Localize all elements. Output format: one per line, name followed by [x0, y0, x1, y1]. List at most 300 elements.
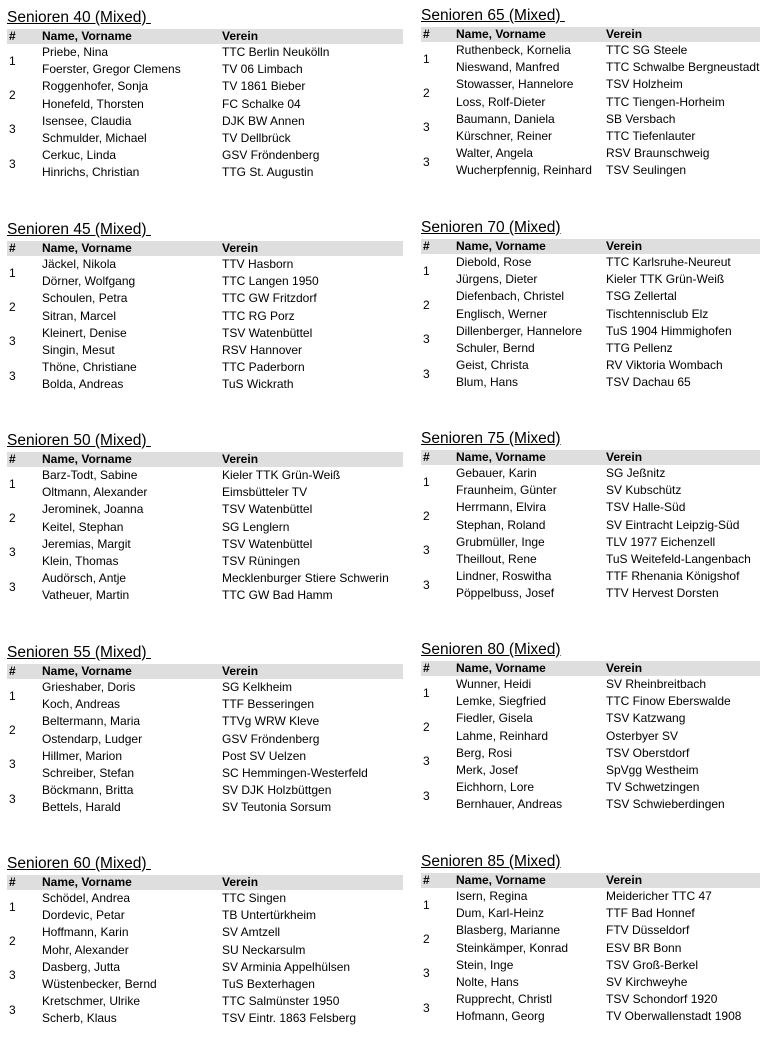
player-club: RV Viktoria Wombach [606, 358, 723, 373]
player-name: Walter, Angela [456, 146, 533, 161]
category-title: Senioren 80 (Mixed) [421, 641, 561, 658]
player-name: Theillout, Rene [456, 552, 537, 567]
player-name: Bettels, Harald [42, 800, 121, 815]
category-title: Senioren 65 (Mixed) [421, 7, 565, 24]
player-club: TSV Holzheim [606, 77, 683, 92]
category-block [421, 853, 760, 1026]
rank-cell: 1 [423, 685, 430, 700]
rank-cell: 1 [423, 474, 430, 489]
player-name: Böckmann, Britta [42, 783, 134, 798]
player-name: Hofmann, Georg [456, 1009, 545, 1024]
header-club: Verein [222, 29, 259, 43]
header-club: Verein [222, 241, 259, 255]
player-club: TSV Schwieberdingen [606, 797, 725, 812]
player-club: Eimsbütteler TV [222, 485, 308, 500]
player-club: ESV BR Bonn [606, 940, 682, 955]
table-row [7, 731, 403, 748]
category-title: Senioren 55 (Mixed) [7, 644, 151, 661]
rank-cell: 1 [423, 263, 430, 278]
player-name: Oltmann, Alexander [42, 485, 148, 500]
rank-cell: 3 [9, 122, 16, 137]
rank-cell: 3 [423, 966, 430, 981]
table-header-row [421, 450, 760, 465]
player-club: TTG Pellenz [606, 341, 673, 356]
table-row [421, 534, 760, 551]
table-row [421, 905, 760, 922]
table-row [421, 762, 760, 779]
player-club: TTVg WRW Kleve [222, 714, 320, 729]
player-club: TV Dellbrück [222, 131, 291, 146]
player-club: TTV Hasborn [222, 257, 294, 272]
rank-cell: 3 [9, 968, 16, 983]
header-club: Verein [606, 27, 643, 41]
rank-cell: 1 [9, 265, 16, 280]
player-club: TuS Weitefeld-Langenbach [606, 552, 751, 567]
player-club: TSV Groß-Berkel [606, 957, 699, 972]
player-name: Fraunheim, Günter [456, 483, 557, 498]
player-name: Merk, Josef [456, 763, 519, 778]
table-row [7, 924, 403, 941]
header-name: Name, Vorname [42, 241, 132, 255]
player-club: TTC Tiengen-Horheim [606, 94, 725, 109]
player-club: TSV Oberstdorf [606, 745, 690, 760]
player-club: TSV Watenbüttel [222, 325, 313, 340]
results-table [421, 239, 760, 392]
player-name: Diefenbach, Christel [456, 289, 565, 304]
player-club: TLV 1977 Eichenzell [606, 534, 716, 549]
player-club: TSG Zellertal [606, 289, 677, 304]
rank-cell: 3 [423, 577, 430, 592]
player-name: Roggenhofer, Sonja [42, 79, 149, 94]
rank-cell: 3 [423, 1000, 430, 1015]
player-name: Geist, Christa [456, 358, 529, 373]
player-club: Mecklenburger Stiere Schwerin [222, 571, 389, 586]
results-table [7, 875, 403, 1028]
table-row [7, 78, 403, 95]
table-row [7, 1010, 403, 1027]
rank-cell: 2 [9, 88, 16, 103]
category-title: Senioren 70 (Mixed) [421, 219, 561, 236]
category-title: Senioren 45 (Mixed) [7, 221, 151, 238]
table-row [421, 42, 760, 59]
player-club: Kieler TTK Grün-Weiß [222, 468, 341, 483]
player-club: TTC Langen 1950 [222, 274, 319, 289]
table-row [7, 290, 403, 307]
player-club: RSV Hannover [222, 343, 303, 358]
player-name: Jürgens, Dieter [456, 272, 538, 287]
player-name: Grieshaber, Doris [42, 680, 136, 695]
player-name: Keitel, Stephan [42, 519, 124, 534]
player-name: Scherb, Klaus [42, 1011, 117, 1026]
table-row [421, 465, 760, 482]
header-club: Verein [606, 661, 643, 675]
table-row [7, 942, 403, 959]
player-name: Blasberg, Marianne [456, 923, 561, 938]
player-club: SV Kirchweyhe [606, 975, 688, 990]
rank-cell: 3 [423, 154, 430, 169]
player-club: TV Oberwallenstadt 1908 [606, 1009, 742, 1024]
table-row [7, 325, 403, 342]
player-club: SV Arminia Appelhülsen [222, 959, 351, 974]
rank-cell: 3 [9, 757, 16, 772]
header-rank: # [423, 27, 430, 41]
player-name: Dasberg, Jutta [42, 959, 121, 974]
header-club: Verein [222, 452, 259, 466]
player-name: Kleinert, Denise [42, 325, 127, 340]
results-table [7, 452, 403, 605]
player-name: Ruthenbeck, Kornelia [456, 43, 571, 58]
rank-cell: 2 [423, 720, 430, 735]
header-club: Verein [606, 873, 643, 887]
player-club: TTG St. Augustin [222, 165, 314, 180]
player-name: Nieswand, Manfred [456, 60, 560, 75]
table-row [421, 991, 760, 1008]
table-row [421, 288, 760, 305]
player-club: TSV Eintr. 1863 Felsberg [222, 1011, 357, 1026]
table-row [7, 765, 403, 782]
rank-cell: 3 [423, 332, 430, 347]
player-club: SG Lenglern [222, 519, 290, 534]
player-name: Nolte, Hans [456, 975, 519, 990]
player-club: SV Kubschütz [606, 483, 682, 498]
table-row [7, 256, 403, 273]
rank-cell: 3 [9, 791, 16, 806]
player-name: Gebauer, Karin [456, 466, 537, 481]
header-rank: # [9, 875, 16, 889]
player-name: Pöppelbuss, Josef [456, 586, 555, 601]
header-club: Verein [222, 664, 259, 678]
rank-cell: 3 [423, 543, 430, 558]
table-row [421, 728, 760, 745]
player-name: Mohr, Alexander [42, 942, 129, 957]
player-name: Hinrichs, Christian [42, 165, 140, 180]
table-row [421, 551, 760, 568]
player-club: TTF Rhenania Königshof [606, 569, 740, 584]
table-header-row [421, 239, 760, 254]
header-name: Name, Vorname [42, 29, 132, 43]
table-row [7, 959, 403, 976]
rank-cell: 1 [9, 53, 16, 68]
table-row [7, 782, 403, 799]
rank-cell: 3 [9, 545, 16, 560]
player-club: TTF Besseringen [222, 697, 315, 712]
rank-cell: 2 [423, 509, 430, 524]
player-club: GSV Fröndenberg [222, 731, 320, 746]
table-row [7, 570, 403, 587]
header-name: Name, Vorname [42, 452, 132, 466]
rank-cell: 3 [9, 368, 16, 383]
player-club: TuS Wickrath [222, 377, 294, 392]
results-table [421, 27, 760, 180]
player-name: Stein, Inge [456, 957, 514, 972]
table-row [7, 890, 403, 907]
results-table [421, 450, 760, 603]
player-club: Post SV Uelzen [222, 748, 307, 763]
table-row [421, 779, 760, 796]
rank-cell: 2 [423, 86, 430, 101]
player-name: Dordevic, Petar [42, 908, 125, 923]
table-row [7, 96, 403, 113]
player-club: TSV Dachau 65 [606, 375, 691, 390]
header-name: Name, Vorname [456, 27, 546, 41]
player-name: Hoffmann, Karin [42, 925, 129, 940]
player-name: Honefeld, Thorsten [42, 96, 144, 111]
table-row [7, 61, 403, 78]
player-club: SU Neckarsulm [222, 942, 306, 957]
table-row [7, 501, 403, 518]
table-row [421, 482, 760, 499]
rank-cell: 3 [9, 156, 16, 171]
player-club: TV 06 Limbach [222, 62, 303, 77]
player-name: Schuler, Bernd [456, 341, 535, 356]
table-header-row [7, 241, 403, 256]
results-table [421, 873, 760, 1026]
table-row [7, 536, 403, 553]
player-name: Priebe, Nina [42, 45, 109, 60]
table-header-row [421, 661, 760, 676]
table-header-row [7, 452, 403, 467]
header-rank: # [9, 452, 16, 466]
player-name: Sitran, Marcel [42, 308, 117, 323]
player-name: Englisch, Werner [456, 306, 548, 321]
rank-cell: 1 [9, 476, 16, 491]
player-club: TV 1861 Bieber [222, 79, 306, 94]
category-block [421, 7, 760, 180]
table-row [7, 553, 403, 570]
player-name: Baumann, Daniela [456, 111, 555, 126]
player-club: SV DJK Holzbüttgen [222, 783, 332, 798]
player-club: TTC Schwalbe Bergneustadt [606, 60, 760, 75]
player-name: Jäckel, Nikola [42, 257, 117, 272]
rank-cell: 2 [9, 723, 16, 738]
player-club: Meidericher TTC 47 [606, 889, 712, 904]
player-club: SV Teutonia Sorsum [222, 800, 332, 815]
player-club: TSV Katzwang [606, 711, 686, 726]
table-row [421, 306, 760, 323]
table-row [7, 359, 403, 376]
player-name: Lemke, Siegfried [456, 694, 547, 709]
player-name: Stephan, Roland [456, 517, 546, 532]
player-club: TTC GW Bad Hamm [222, 588, 333, 603]
table-row [7, 799, 403, 816]
player-name: Vatheuer, Martin [42, 588, 130, 603]
table-row [421, 128, 760, 145]
rank-cell: 2 [9, 300, 16, 315]
player-club: DJK BW Annen [222, 113, 305, 128]
table-row [421, 499, 760, 516]
table-row [421, 517, 760, 534]
rank-cell: 3 [9, 579, 16, 594]
category-block [7, 855, 403, 1028]
player-club: Tischtennisclub Elz [606, 306, 709, 321]
player-club: TTC Salmünster 1950 [222, 994, 340, 1009]
player-club: RSV Braunschweig [606, 146, 710, 161]
player-club: Osterbyer SV [606, 728, 679, 743]
player-name: Eichhorn, Lore [456, 780, 535, 795]
player-name: Schmulder, Michael [42, 131, 147, 146]
table-row [421, 94, 760, 111]
player-club: TTC Berlin Neukölln [222, 45, 330, 60]
player-club: SB Versbach [606, 111, 676, 126]
results-table [7, 241, 403, 394]
table-header-row [7, 664, 403, 679]
table-row [421, 974, 760, 991]
header-rank: # [423, 661, 430, 675]
player-club: SV Amtzell [222, 925, 281, 940]
table-row [7, 164, 403, 181]
header-name: Name, Vorname [456, 239, 546, 253]
player-club: TTC Singen [222, 891, 287, 906]
player-name: Lindner, Roswitha [456, 569, 552, 584]
player-club: TuS Bexterhagen [222, 977, 315, 992]
table-row [7, 467, 403, 484]
player-club: TB Untertürkheim [222, 908, 317, 923]
results-table [7, 664, 403, 817]
player-name: Kürschner, Reiner [456, 129, 553, 144]
table-row [421, 710, 760, 727]
player-name: Wunner, Heidi [456, 677, 532, 692]
player-club: TuS 1904 Himmighofen [606, 323, 732, 338]
header-name: Name, Vorname [456, 873, 546, 887]
player-name: Fiedler, Gisela [456, 711, 533, 726]
player-name: Schoulen, Petra [42, 291, 128, 306]
table-row [421, 145, 760, 162]
table-row [421, 1008, 760, 1025]
rank-cell: 1 [9, 688, 16, 703]
table-row [7, 113, 403, 130]
player-name: Wüstenbecker, Bernd [42, 977, 157, 992]
category-title: Senioren 60 (Mixed) [7, 855, 151, 872]
header-rank: # [423, 450, 430, 464]
player-name: Stowasser, Hannelore [456, 77, 574, 92]
player-club: TTC SG Steele [606, 43, 688, 58]
player-name: Audörsch, Antje [42, 571, 127, 586]
header-name: Name, Vorname [456, 661, 546, 675]
header-rank: # [9, 241, 16, 255]
table-row [7, 44, 403, 61]
player-name: Berg, Rosi [456, 745, 513, 760]
player-club: FTV Düsseldorf [606, 923, 690, 938]
player-name: Klein, Thomas [42, 554, 119, 569]
table-row [7, 679, 403, 696]
rank-cell: 1 [423, 51, 430, 66]
table-row [421, 76, 760, 93]
header-name: Name, Vorname [456, 450, 546, 464]
player-club: Kieler TTK Grün-Weiß [606, 272, 725, 287]
player-club: TSV Watenbüttel [222, 502, 313, 517]
header-name: Name, Vorname [42, 875, 132, 889]
player-club: SG Kelkheim [222, 680, 293, 695]
player-club: TTC Paderborn [222, 360, 305, 375]
player-name: Loss, Rolf-Dieter [456, 94, 546, 109]
header-rank: # [423, 873, 430, 887]
player-club: TTC RG Porz [222, 308, 295, 323]
category-title: Senioren 50 (Mixed) [7, 432, 151, 449]
category-block [421, 430, 760, 603]
table-header-row [7, 875, 403, 890]
player-club: TTF Bad Honnef [606, 906, 695, 921]
player-name: Schreiber, Stefan [42, 766, 135, 781]
rank-cell: 3 [423, 120, 430, 135]
player-club: TSV Halle-Süd [606, 500, 686, 515]
table-row [421, 568, 760, 585]
player-club: TSV Rüningen [222, 554, 301, 569]
header-rank: # [423, 239, 430, 253]
category-title: Senioren 40 (Mixed) [7, 9, 151, 26]
table-row [7, 696, 403, 713]
rank-cell: 2 [9, 934, 16, 949]
player-name: Koch, Andreas [42, 697, 121, 712]
player-club: TTC Finow Eberswalde [606, 694, 731, 709]
table-row [7, 519, 403, 536]
table-row [421, 357, 760, 374]
player-name: Barz-Todt, Sabine [42, 468, 138, 483]
category-block [421, 641, 760, 814]
player-name: Steinkämper, Konrad [456, 940, 569, 955]
table-row [421, 59, 760, 76]
player-name: Thöne, Christiane [42, 360, 137, 375]
table-row [7, 976, 403, 993]
player-name: Rupprecht, Christl [456, 992, 553, 1007]
player-name: Singin, Mesut [42, 343, 115, 358]
player-name: Herrmann, Elvira [456, 500, 547, 515]
header-club: Verein [222, 875, 259, 889]
player-name: Schödel, Andrea [42, 891, 131, 906]
table-row [421, 940, 760, 957]
table-row [7, 308, 403, 325]
rank-cell: 3 [423, 754, 430, 769]
table-row [7, 130, 403, 147]
player-name: Kretschmer, Ulrike [42, 994, 141, 1009]
player-name: Blum, Hans [456, 375, 519, 390]
player-name: Dillenberger, Hannelore [456, 323, 583, 338]
player-name: Ostendarp, Ludger [42, 731, 143, 746]
player-club: SG Jeßnitz [606, 466, 666, 481]
rank-cell: 3 [423, 366, 430, 381]
player-name: Jerominek, Joanna [42, 502, 144, 517]
table-row [421, 162, 760, 179]
table-row [421, 745, 760, 762]
player-name: Dörner, Wolfgang [42, 274, 136, 289]
player-name: Hillmer, Marion [42, 748, 123, 763]
player-name: Cerkuc, Linda [42, 148, 117, 163]
header-club: Verein [606, 450, 643, 464]
rank-cell: 3 [423, 788, 430, 803]
player-name: Bernhauer, Andreas [456, 797, 563, 812]
player-club: TSV Seulingen [606, 163, 687, 178]
player-name: Isensee, Claudia [42, 113, 132, 128]
table-row [7, 376, 403, 393]
rank-cell: 1 [9, 899, 16, 914]
player-club: GSV Fröndenberg [222, 148, 320, 163]
table-header-row [421, 27, 760, 42]
player-name: Foerster, Gregor Clemens [42, 62, 181, 77]
player-club: SV Rheinbreitbach [606, 677, 707, 692]
table-row [7, 342, 403, 359]
rank-cell: 2 [423, 298, 430, 313]
table-row [421, 796, 760, 813]
category-block [7, 644, 403, 817]
category-block [421, 219, 760, 392]
player-club: FC Schalke 04 [222, 96, 301, 111]
table-row [7, 484, 403, 501]
rank-cell: 2 [423, 932, 430, 947]
table-header-row [421, 873, 760, 888]
table-row [7, 748, 403, 765]
rank-cell: 2 [9, 511, 16, 526]
rank-cell: 1 [423, 897, 430, 912]
player-club: TV Schwetzingen [606, 780, 700, 795]
